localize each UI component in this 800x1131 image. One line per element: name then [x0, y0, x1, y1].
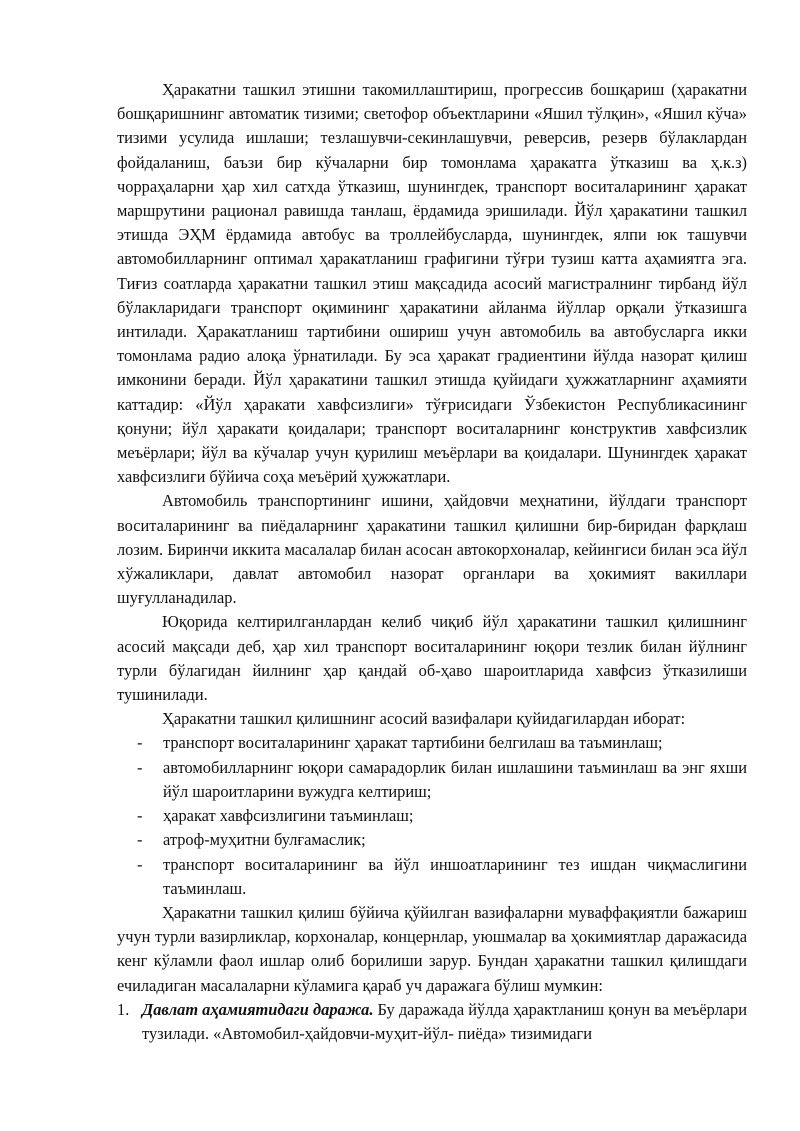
item-number: 1. [117, 999, 130, 1019]
paragraph: Ҳаракатни ташкил этишни такомиллаштириш, прогрессив бошқариш (ҳаракатни бошқаришнинг автоматик тизими; светофор объектларини «Яшил тўлқин», «Яшил кўча» тизими усулида ишлаши; тезлашувчи-секинлашувчи, реверсив, резерв бўлаклардан фойдаланиш, баъзи бир кўчаларни бир томонлама ҳаракатга ўтказиш ва ҳ.к.з) чорраҳаларни ҳар хил сатхда ўтказиш, шунингдек, транспорт воситаларининг ҳаракат маршрутини рационал равишда танлаш, ёрдамида эришилади. Йўл ҳаракатини ташкил этишда ЭҲМ ёрдамида автобус ва троллейбусларда, шунингдек, ялпи юк ташувчи автомобилларнинг оптимал ҳаракатланиш графигини тўғри тузиш катта аҳамиятга эга. Тиғиз соатларда ҳаракатни ташкил этиш мақсадида асосий магистралнинг тирбанд йўл бўлакларидаги транспорт оқимининг ҳаракатини айланма йўллар орқали ўтказишга интилади. Ҳаракатланиш тартибини ошириш учун автомобиль ва автобусларга икки томонлама радио алоқа ўрнатилади. Бу эса ҳаракат градиентини йўлда назорат қилиш имконини беради. Йўл ҳаракатини ташкил этишда қуйидаги ҳужжатларнинг аҳамияти каттадир: «Йўл ҳаракати хавфсизлиги» тўғрисидаги Ўзбекистон Республикасининг қонуни; йўл ҳаракати қоидалари; транспорт воситаларнинг конструктив хавфсизлик меъёрлари; йўл ва кўчалар учун қурилиш меъёрлари ва қоидалари. Шунингдек ҳаракат хавфсизлиги бўйича соҳа меъёрий ҳужжатлари. [117, 80, 747, 487]
item-text: Бу даражада йўлда ҳарактланиш қонун ва меъёрлари тузилади. «Автомобил-ҳайдовчи-муҳит-йўл- пиёда» тизимидаги [142, 999, 747, 1043]
list-item: - ҳаракат хавфсизлигини таъминлаш; [117, 804, 747, 828]
list-item: - транспорт воситаларининг ва йўл иншоатларининг тез ишдан чиқмаслигини таъминлаш. [117, 853, 747, 901]
numbered-item [117, 998, 747, 1046]
item-title: Давлат аҳамиятидаги даража. [142, 999, 374, 1019]
paragraph: Автомобиль транспортининг ишини, ҳайдовчи меҳнатини, йўлдаги транспорт воситаларининг ва пиёдаларнинг ҳаракатини ташкил қилишни бир-биридан фарқлаш лозим. Биринчи иккита масалалар билан асосан автокорхоналар, кейингиси билан эса йўл хўжаликлари, давлат автомобил назорат органлари ва ҳокимият вакиллари шуғулланадилар. [117, 491, 747, 608]
list-item: - атроф-муҳитни булғамаслик; [117, 828, 747, 852]
tasks-list [117, 731, 747, 900]
levels-list [117, 998, 747, 1046]
list-item: - транспорт воситаларининг ҳаракат тартибини белгилаш ва таъминлаш; [117, 731, 747, 755]
list-item: - автомобилларнинг юқори самарадорлик билан ишлашини таъминлаш ва энг яхши йўл шароитларини вужудга келтириш; [117, 756, 747, 804]
paragraph: Ҳаракатни ташкил қилиш бўйича қўйилган вазифаларни муваффақиятли бажариш учун турли вазирликлар, корхоналар, концернлар, уюшмалар ва ҳокимиятлар даражасида кенг кўламли фаол ишлар олиб борилиши зарур. Бундан ҳаракатни ташкил қилишдаги ечиладиган масалаларни кўламига қараб уч даражага бўлиш мумкин: [117, 902, 747, 995]
paragraph: Ҳаракатни ташкил қилишнинг асосий вазифалари қуйидагилардан иборат: [162, 709, 686, 729]
document-page [117, 78, 747, 1046]
paragraph: Юқорида келтирилганлардан келиб чиқиб йўл ҳаракатини ташкил қилишнинг асосий мақсади деб, ҳар хил транспорт воситаларининг юқори тезлик билан йўлнинг турли бўлагидан йилнинг ҳар қандай об-ҳаво шароитларида хавфсиз ўтказилиши тушинилади. [117, 612, 747, 705]
